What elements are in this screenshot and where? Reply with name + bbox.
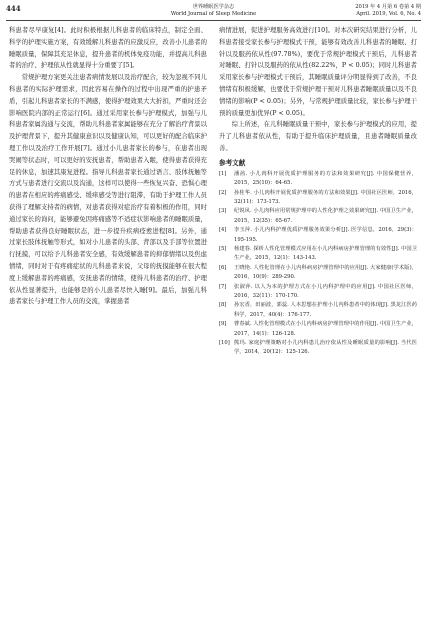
reference-number: [4] <box>219 227 227 234</box>
issue-info-cn: 2019 年 4 月第 6 卷第 4 期 <box>355 4 421 10</box>
header-rule <box>6 20 421 21</box>
reference-item <box>219 226 417 245</box>
body-paragraph: 常规护理方案更关注患者病情发展以及治疗配合，较为忽视不同儿科患者的实际护理需求，因此容易在操作的过程中出现严重的护患矛盾，引起儿科患者家长的不满感，使得护理效果大大折扣，严重时还会影响医院内部的正常运行[6]。通过采用家长参与护理模式，加强与儿科患者家属沟通与交流，帮助儿科患者家属能够在充分了解治疗背景以及护理背景下，提升其健康意识以及健康认知，可以更好的配合临床护理工作以及治疗工作开展[7]。通过小儿患者家长的参与，在患者出现哭闹等状态时，可以更好的安抚患者，帮助患者入眠，使得患者获得充足的休息，加速其康复进程。指导儿科患者家长通过语言、肢体抚触等方式与患者进行交流以及沟通，这样可以使得一些恢复兴奋、恐惧心理的患者在相应的疼痛感受、缓痒感受等进行阻滞，有助于护理工作人员获得了理解支持者的病情，对患者获得对症治疗有着积极的作用，同时通过家长的询问，能够避免因疼痛感等不适症状影响患者的睡眠质量，帮助患者获得良好睡眠状态，进一步提升疾病痊愈进程[8]。另外，通过家长肢体抚触等形式，如对小儿患者的头部、背部以及手部等位置进行抚摸，可以给予儿科患者安全感，有效缓解患者的抑郁情绪以及焦虑情绪，同时对于有疼痛症状的儿科患者来说，父母的抚摸能够在很大程度上缓解患者的疼痛感，安抚患者的情绪，使得儿科患者的治疗、护理依从性显著提升，也能够是的小儿患者尽快入睡[9]。最后，加强儿科患者家长与护理工作人员的交流，掌握患者 <box>9 74 207 306</box>
reference-item <box>219 170 417 189</box>
page-header <box>6 3 421 21</box>
reference-text: 曹春斌. 人性化管理模式在小儿内科病房护理管理中的作用[J]. 中国卫生产业，2017，14(1)：126-128. <box>234 321 417 337</box>
reference-text: 张淑萍. 以人为本的护理方式在小儿内科护理中的应用[J]. 中国社区医师，2016，32(11)：170-170. <box>234 283 417 300</box>
reference-text: 李玉萍. 小儿内科护理优质护理服务效果分析[J]. 医学信息，2016，29(3)：195-195. <box>234 227 417 243</box>
reference-number: [3] <box>219 208 227 215</box>
reference-number: [8] <box>219 302 227 309</box>
page-number: 444 <box>6 4 21 13</box>
reference-text: 王晓艳. 人性化管理在小儿内科病房护理管理中的应用[J]. 大家健康(学术版)，2016，10(9)：289-290. <box>234 264 417 281</box>
reference-number: [1] <box>219 170 227 177</box>
journal-title-cn: 世界睡眠医学杂志 <box>192 4 235 10</box>
reference-item <box>219 339 417 358</box>
references-title: 参考文献 <box>219 158 246 167</box>
reference-item <box>219 283 417 302</box>
reference-number: [5] <box>219 246 227 253</box>
reference-number: [7] <box>219 283 227 290</box>
body-paragraph: 科患者尽早康复[4]。此时积极根据儿科患者的临床特点，制定全面、科学的护理实施方案，有效缓解儿科患者的应激反应，改善小儿患者的睡眠质量，保障其充足休息，提升患者的机体免疫功能，并提高儿科患者的治疗、护理依从性就显得十分重要了[5]。 <box>9 27 207 70</box>
journal-title-en: World Journal of Sleep Medicine <box>170 11 257 17</box>
reference-item <box>219 245 417 264</box>
reference-item <box>219 301 417 320</box>
issue-info-en: April. 2019, Vol. 6, No. 4 <box>356 11 421 17</box>
right-column <box>219 25 417 358</box>
body-paragraph: 病情进展，促进护理服务高效进行[10]。对本次研究结果进行分析，儿科患者接受家长参与护理模式干预，能够有效改善儿科患者的睡眠、打针以及服药依从性(97.78%)，要优于常规护理模式干预后，儿科患者对睡眠、打针以及服药的依从性(82.22%，P < 0.05)；同时儿科患者采用家长参与护理模式干预后，其睡眠质量评分明显得到了改善，不良情绪有积极缓解，也要优于常规护理干预对儿科患者睡眠质量以及不良情绪的影响(P < 0.05)；另外，与常规护理质量比较，家长参与护理干预的质量更加优异(P < 0.05)。 <box>219 27 417 117</box>
reference-number: [6] <box>219 264 227 271</box>
reference-item <box>219 189 417 208</box>
reference-item <box>219 320 417 339</box>
reference-text: 潘茜. 小儿肉科开展优质护理服务的方法和效果研究[J]. 中国保健营养，2015，25(10)：64-65. <box>234 170 417 187</box>
references-list <box>219 170 417 358</box>
reference-number: [2] <box>219 189 227 196</box>
reference-number: [9] <box>219 321 227 328</box>
reference-text: 杨建春. 探析人性化管理模式应用在小儿内科病房护理管理的有效性[J]. 中国卫生产业，2015，12(1)：143-143. <box>234 246 417 262</box>
left-column <box>9 25 207 308</box>
reference-text: 孙宏香，田丽波，郭蕊. 人本思想在护理小儿内科患者中的体现[J]. 黑龙江医药科学，2017，40(4)：176-177. <box>234 302 417 318</box>
reference-text: 熊玛. 家庭护理策略对小儿内科患儿治疗依从性及睡眠质量的影响[J]. 当代医学，2014，20(12)：125-126. <box>234 340 417 356</box>
reference-text: 孙桂华. 小儿肉科开展优质护理服务的方法和效果[J]. 中国社区医师，2016，32(11)：173-173. <box>234 189 417 205</box>
reference-item <box>219 264 417 283</box>
conclusion-paragraph: 综上所述，在儿科睡眠质量干预中，家长参与护理模式的应用，提升了儿科患者依从性，有助于提升临床护理质量，且患者睡眠质量改善。 <box>219 121 417 152</box>
reference-item <box>219 207 417 226</box>
reference-number: [10] <box>219 340 230 347</box>
reference-text: 纪锐风. 小儿肉科应用常规护理中的人性化护理之效果研究[J]. 中国卫生产业，2015，12(35)：65-67. <box>234 208 417 224</box>
